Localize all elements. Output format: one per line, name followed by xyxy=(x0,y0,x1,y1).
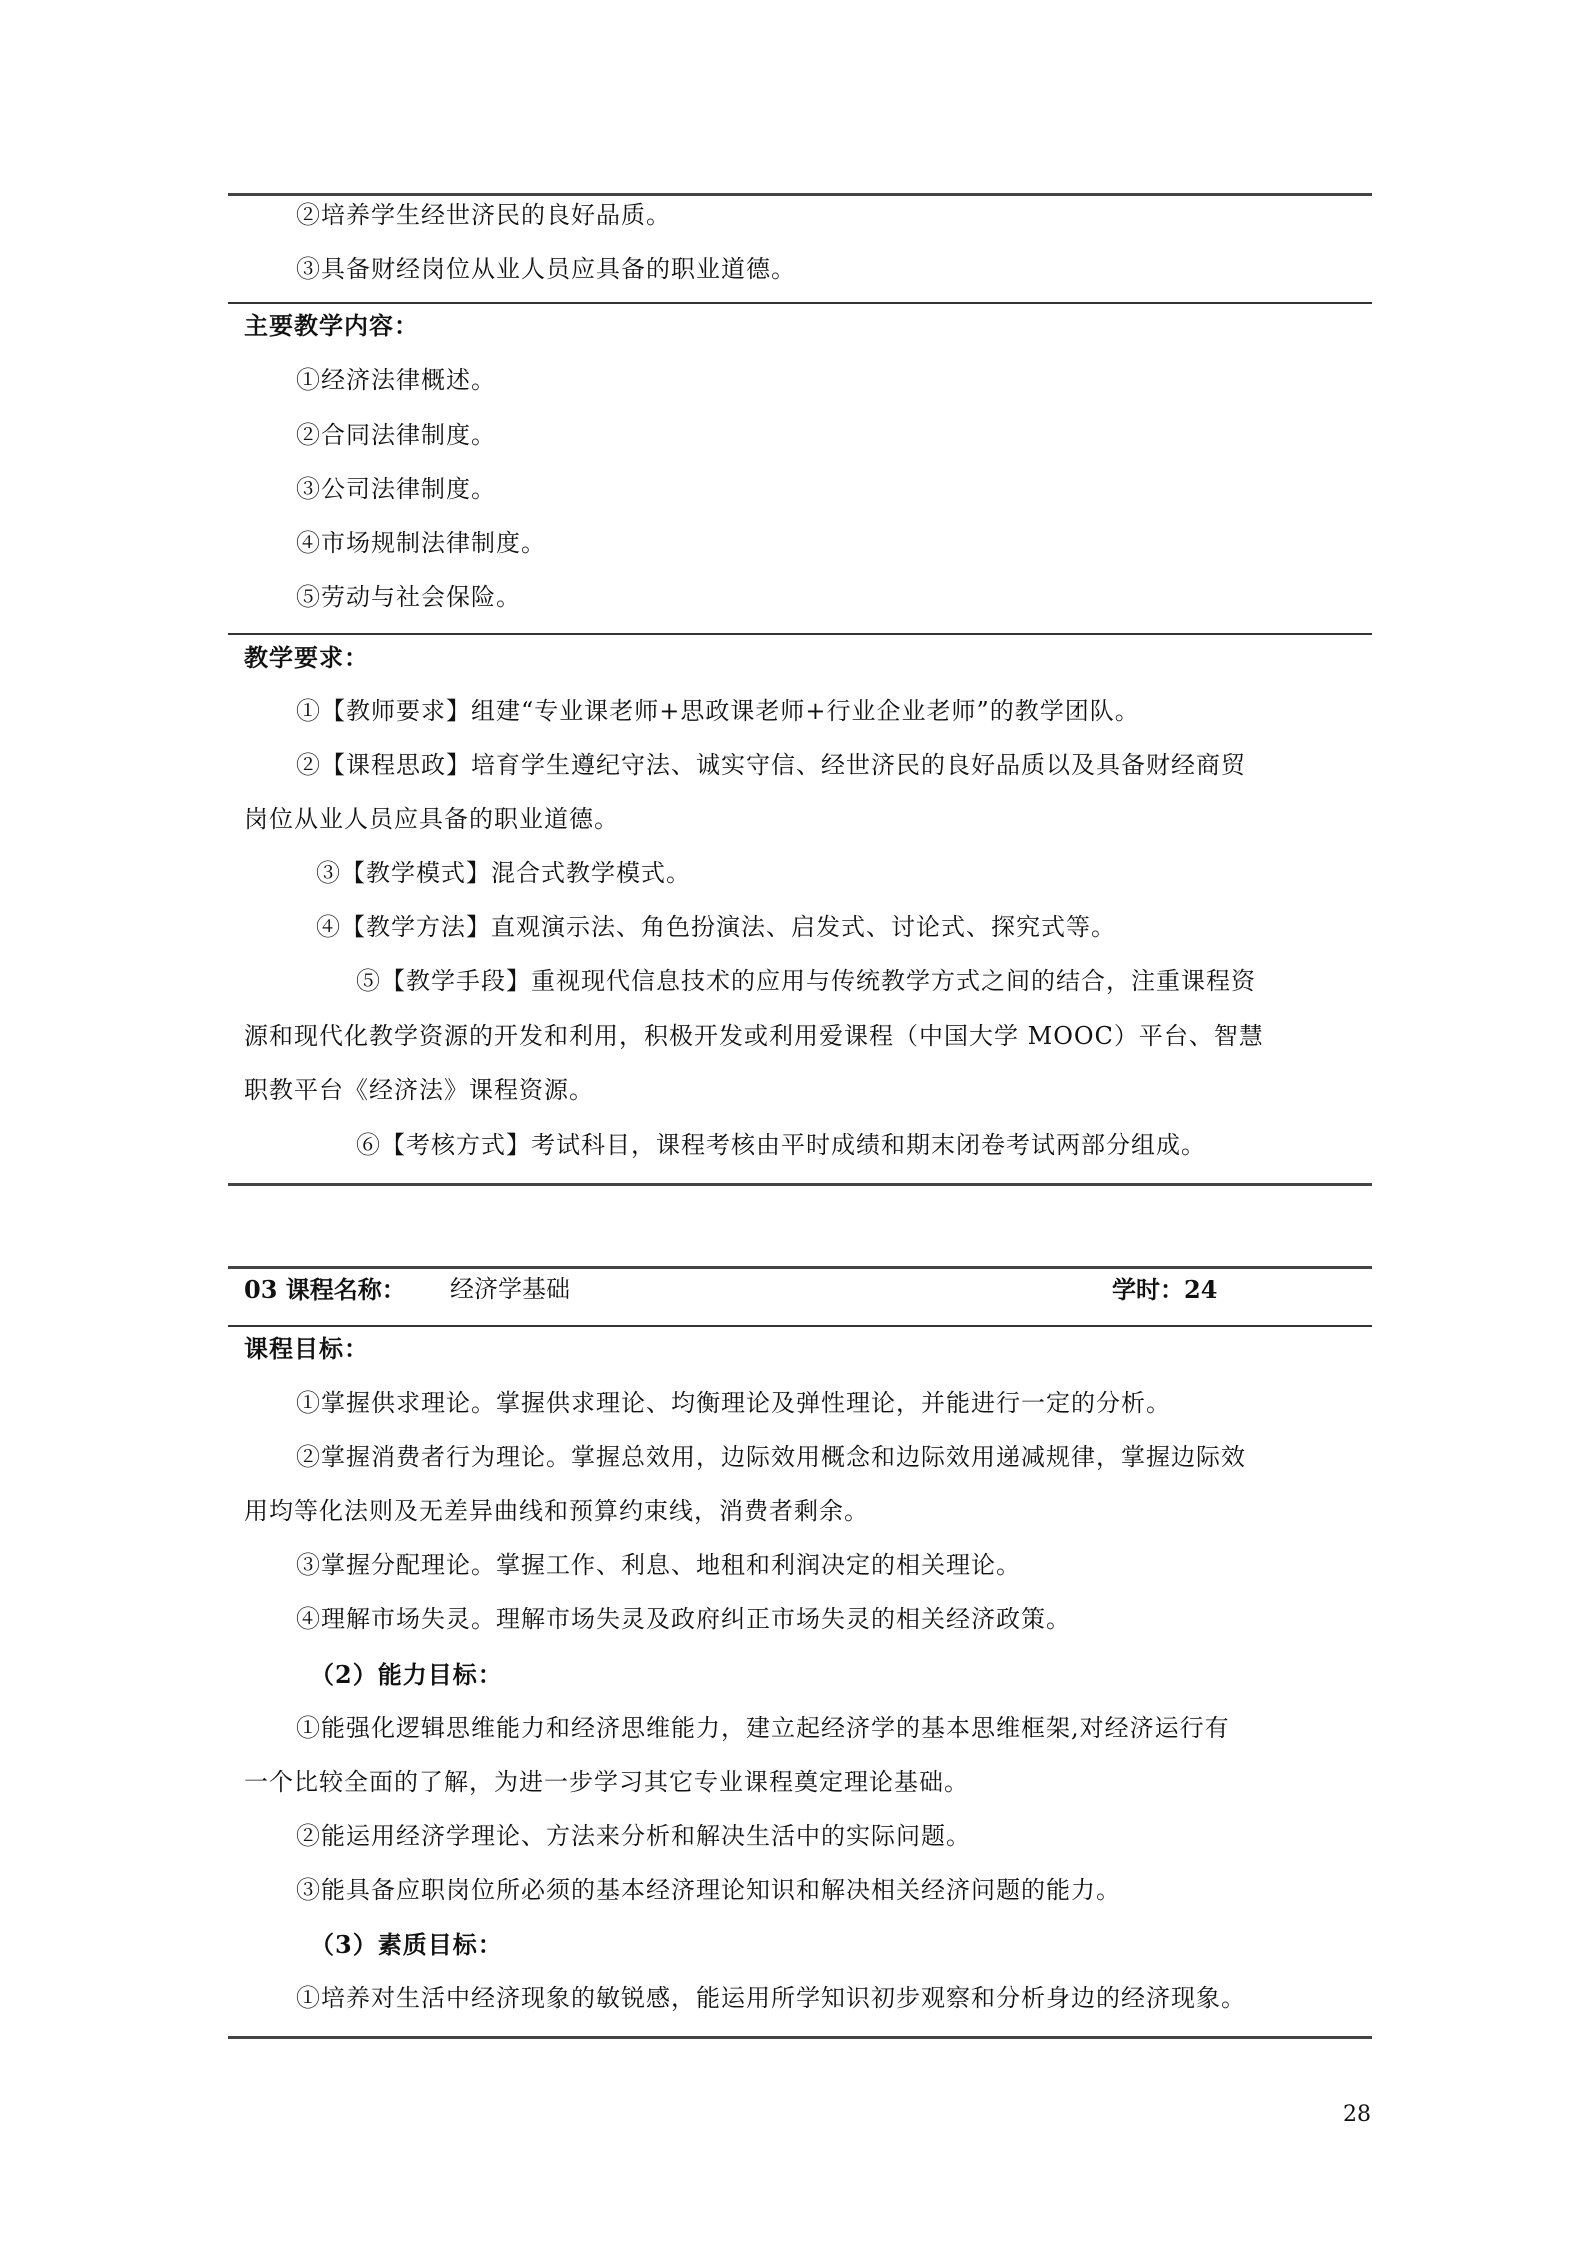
text-line: ③【教学模式】混合式教学模式。 xyxy=(316,859,691,887)
page-number: 28 xyxy=(1343,2102,1371,2127)
text-line: ①掌握供求理论。掌握供求理论、均衡理论及弹性理论，并能进行一定的分析。 xyxy=(296,1389,1171,1417)
text-line: ③具备财经岗位从业人员应具备的职业道德。 xyxy=(296,255,796,283)
text-line: ②培养学生经世济民的良好品质。 xyxy=(296,201,671,229)
course-hours: 学时：24 xyxy=(1112,1275,1218,1304)
text-line: ⑤【教学手段】重视现代信息技术的应用与传统教学方式之间的结合，注重课程资 xyxy=(356,967,1256,995)
text-line: ①培养对生活中经济现象的敏锐感，能运用所学知识初步观察和分析身边的经济现象。 xyxy=(296,1984,1246,2012)
text-line: ②能运用经济学理论、方法来分析和解决生活中的实际问题。 xyxy=(296,1822,971,1850)
subsection-heading: （2）能力目标： xyxy=(310,1660,503,1689)
text-line: ④理解市场失灵。理解市场失灵及政府纠正市场失灵的相关经济政策。 xyxy=(296,1605,1071,1633)
section-heading: 课程目标： xyxy=(244,1334,369,1363)
list-item: ②合同法律制度。 xyxy=(296,421,496,449)
section-heading: 主要教学内容： xyxy=(244,311,419,340)
text-line: ①能强化逻辑思维能力和经济思维能力，建立起经济学的基本思维框架,对经济运行有 xyxy=(296,1714,1230,1742)
list-item: ⑤劳动与社会保险。 xyxy=(296,583,521,611)
section-heading: 教学要求： xyxy=(244,643,369,672)
list-item: ①经济法律概述。 xyxy=(296,366,496,394)
text-line: 一个比较全面的了解，为进一步学习其它专业课程奠定理论基础。 xyxy=(244,1768,969,1796)
course-number-label: 03 课程名称： xyxy=(244,1275,406,1304)
list-item: ④市场规制法律制度。 xyxy=(296,529,546,557)
text-line: 岗位从业人员应具备的职业道德。 xyxy=(244,805,619,833)
text-line: 职教平台《经济法》课程资源。 xyxy=(244,1076,594,1104)
text-line: ②掌握消费者行为理论。掌握总效用，边际效用概念和边际效用递减规律，掌握边际效 xyxy=(296,1443,1246,1471)
table-rule xyxy=(228,2036,1372,2039)
text-line: ①【教师要求】组建“专业课老师+思政课老师+行业企业老师”的教学团队。 xyxy=(296,697,1140,725)
text-line: ②【课程思政】培育学生遵纪守法、诚实守信、经世济民的良好品质以及具备财经商贸 xyxy=(296,751,1246,779)
text-line: ⑥【考核方式】考试科目，课程考核由平时成绩和期末闭卷考试两部分组成。 xyxy=(356,1131,1206,1159)
text-line: 源和现代化教学资源的开发和利用，积极开发或利用爱课程（中国大学 MOOC）平台、智慧 xyxy=(244,1022,1264,1050)
course-name: 经济学基础 xyxy=(450,1275,570,1303)
subsection-heading: （3）素质目标： xyxy=(310,1930,503,1959)
text-line: ③能具备应职岗位所必须的基本经济理论知识和解决相关经济问题的能力。 xyxy=(296,1876,1121,1904)
list-item: ③公司法律制度。 xyxy=(296,475,496,503)
text-line: ④【教学方法】直观演示法、角色扮演法、启发式、讨论式、探究式等。 xyxy=(316,913,1116,941)
text-line: ③掌握分配理论。掌握工作、利息、地租和利润决定的相关理论。 xyxy=(296,1551,1021,1579)
text-line: 用均等化法则及无差异曲线和预算约束线，消费者剩余。 xyxy=(244,1497,869,1525)
table-rule xyxy=(228,1183,1372,1186)
